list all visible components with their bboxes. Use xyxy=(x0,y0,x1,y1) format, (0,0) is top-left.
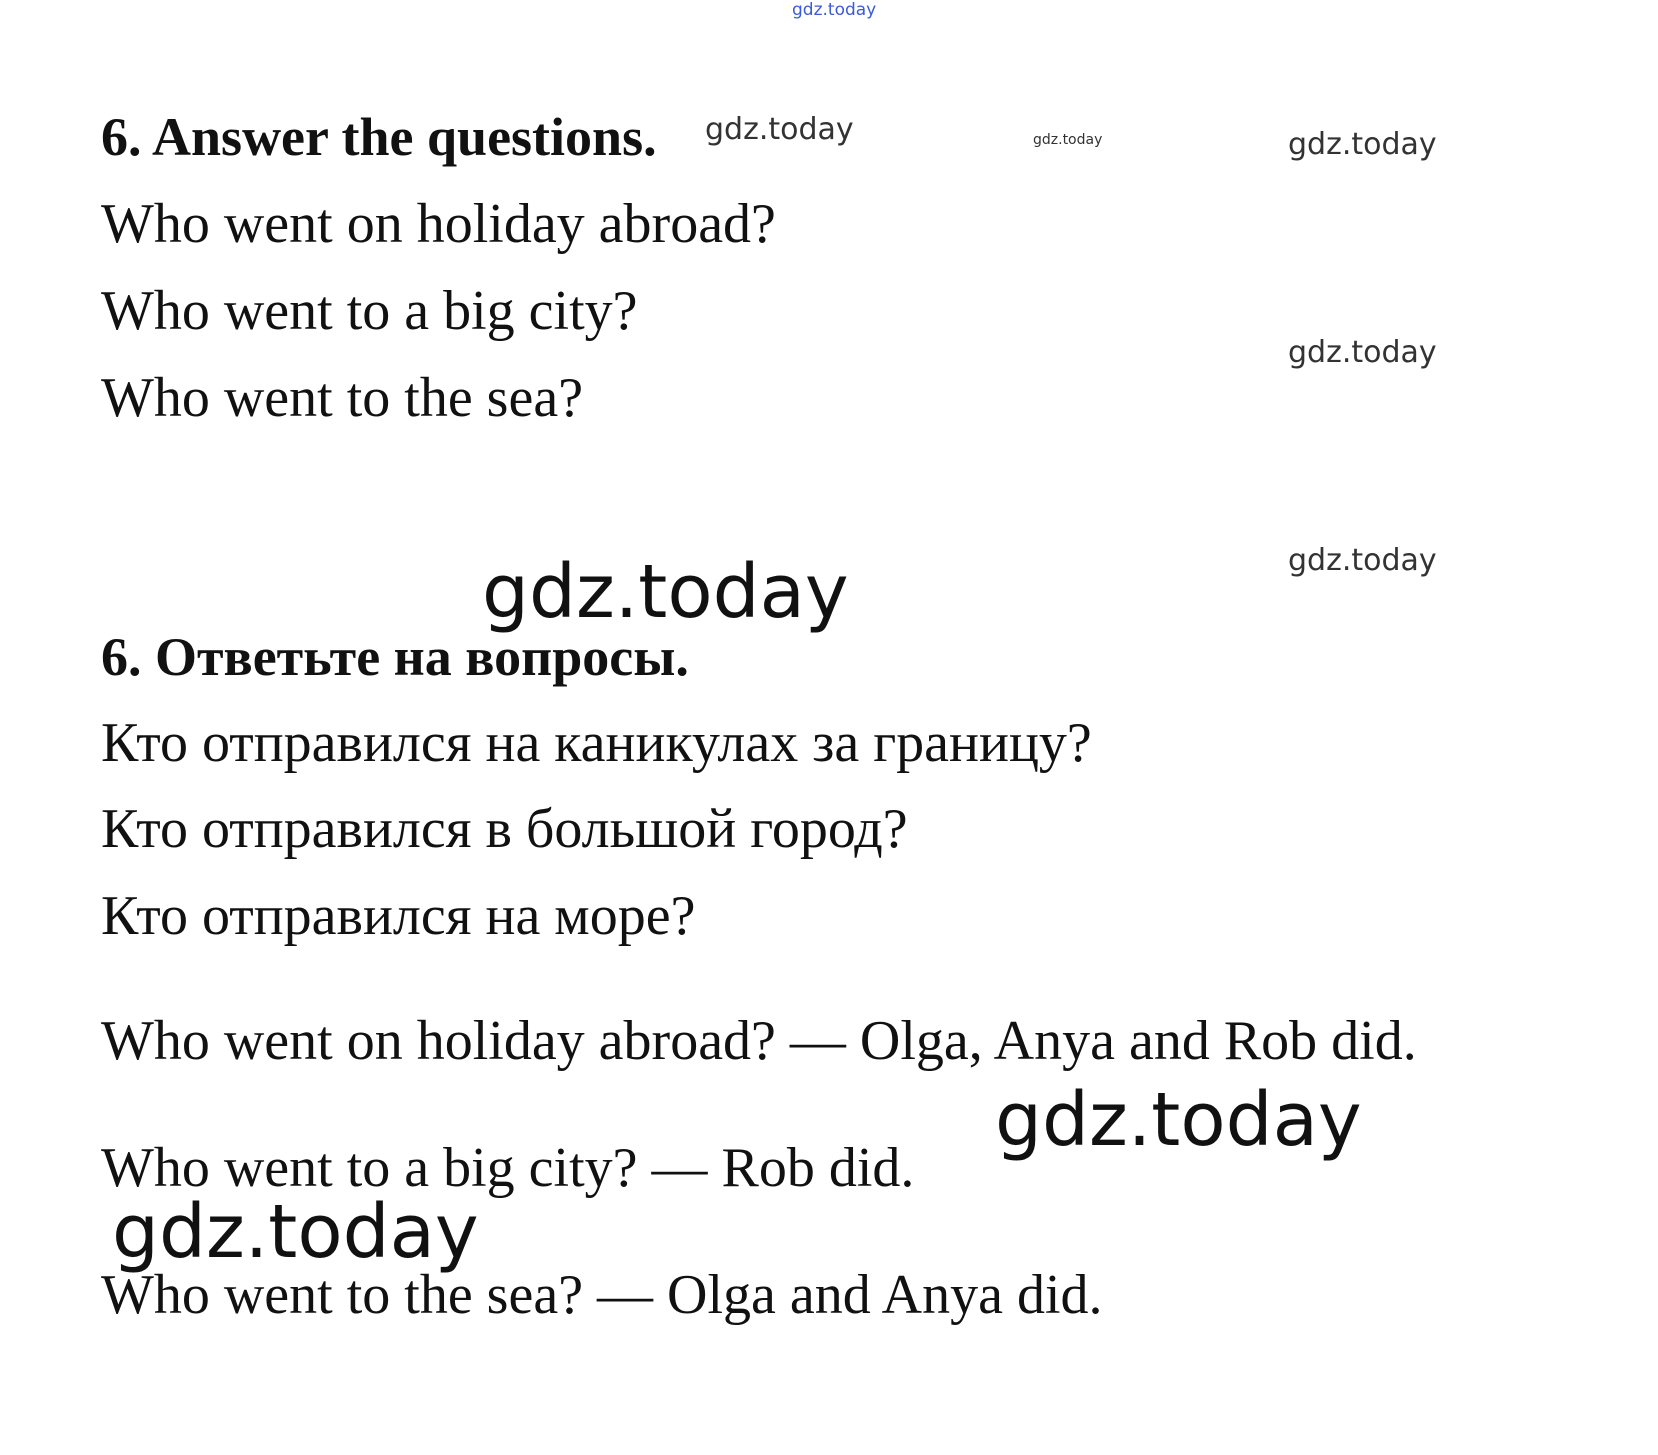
english-question: Who went to a big city? xyxy=(101,280,638,342)
russian-question: Кто отправился в большой город? xyxy=(101,798,908,860)
watermark-large: gdz.today xyxy=(995,1077,1362,1163)
watermark: gdz.today xyxy=(705,112,854,147)
english-question: Who went on holiday abroad? xyxy=(101,193,776,255)
watermark: gdz.today xyxy=(1288,543,1437,578)
watermark: gdz.today xyxy=(1288,335,1437,370)
english-heading: 6. Answer the questions. xyxy=(101,107,657,167)
answer-line: Who went to the sea? — Olga and Anya did. xyxy=(101,1264,1103,1326)
answer-line: Who went to a big city? — Rob did. xyxy=(101,1137,915,1199)
watermark: gdz.today xyxy=(1033,132,1103,148)
watermark-top: gdz.today xyxy=(792,0,877,20)
english-question: Who went to the sea? xyxy=(101,367,584,429)
russian-heading: 6. Ответьте на вопросы. xyxy=(101,627,689,687)
watermark: gdz.today xyxy=(1288,127,1437,162)
russian-question: Кто отправился на море? xyxy=(101,885,696,947)
russian-question: Кто отправился на каникулах за границу? xyxy=(101,712,1092,774)
answer-line: Who went on holiday abroad? — Olga, Anya and Rob did. xyxy=(101,1010,1417,1072)
watermark-large: gdz.today xyxy=(112,1189,479,1275)
watermark-large: gdz.today xyxy=(482,549,849,635)
